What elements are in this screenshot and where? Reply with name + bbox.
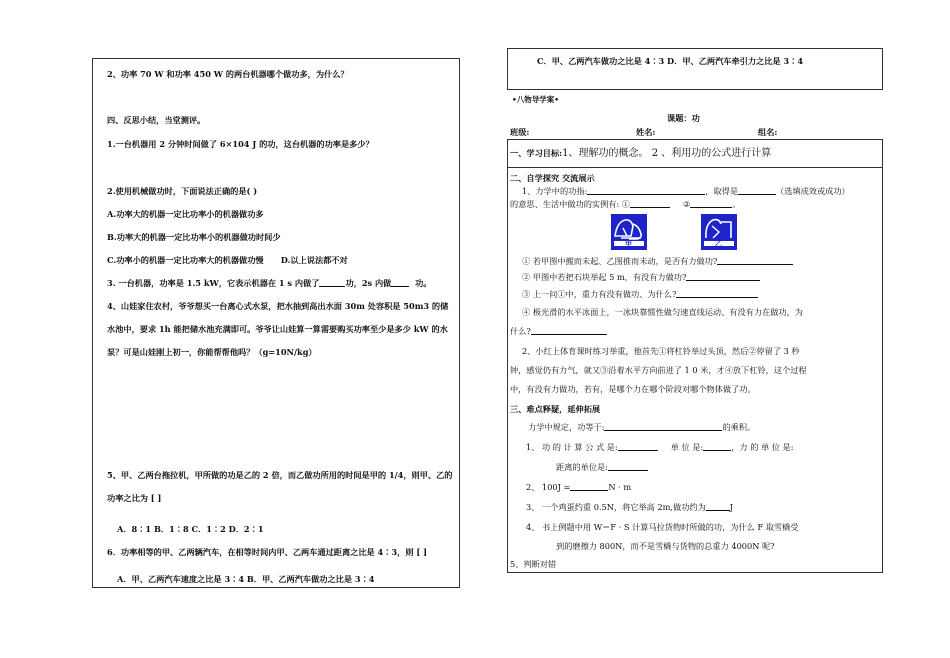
test-2: 2.使用机械做功时，下面说法正确的是( ) — [107, 186, 258, 196]
definition-line: 力学中规定，功等于: 的乘积。 — [528, 422, 756, 432]
test-1: 1.一台机器用 2 分钟时间做了 6×104 J 的功，这台机器的功率是多少？ — [107, 139, 374, 149]
illustration-pushing-stone — [701, 214, 737, 250]
para-2-line-3: 中，有没有力做功，若有，是哪个力在哪个阶段对哪个物体做了功。 — [510, 384, 756, 394]
blank[interactable] — [319, 277, 345, 287]
para-1-line-1: 1、力学中的功指: ，取得是 （选填成效或成功） — [522, 186, 850, 196]
question-c2: ② 甲图中若把石块举起 5 m，有没有力做功? — [522, 271, 760, 283]
test-4-line-1: 4、山娃家住农村，爷爷想买一台离心式水泵，把水抽到高出水面 30m 处容积是 50m3 的储 — [107, 301, 449, 311]
test-2-option-d: D.以上说法都不对 — [280, 255, 348, 265]
question-c3: ③ 上一问①中，重力有没有做功、为什么? — [522, 288, 758, 300]
blank[interactable] — [676, 288, 758, 298]
class-label: 班级: — [510, 127, 530, 137]
divider — [507, 167, 883, 168]
blank[interactable] — [604, 421, 722, 431]
blank[interactable] — [738, 185, 776, 195]
blank[interactable] — [587, 185, 705, 195]
test-5-line-1: 5、甲、乙两台拖拉机，甲所做的功是乙的 2 倍，而乙做功所用的时间是甲的 1/4，则甲、乙的 — [107, 470, 453, 480]
test-6: 6．功率相等的甲、乙两辆汽车，在相等时间内甲、乙两车通过距离之比是 4∶3，则 [ ] — [107, 547, 427, 557]
test-6-options-cd: C．甲、乙两汽车做功之比是 4∶3 D．甲、乙两汽车牵引力之比是 3∶4 — [537, 56, 804, 66]
test-2-option-c: C.功率小的机器一定比功率大的机器做功慢 D.以上说法都不对 — [107, 255, 348, 265]
test-2-option-a: A.功率大的机器一定比功率小的机器做功多 — [107, 209, 264, 219]
learning-goals: 一、学习目标:1、理解功的概念。 2 、利用功的公式进行计算 — [510, 148, 772, 159]
para-2-line-2: 钟，感觉仍有力气，就又③沿着水平方向前进了 1 0 米，才④放下杠铃，这个过程 — [510, 365, 807, 375]
blank[interactable] — [570, 481, 608, 491]
test-4-line-2: 水池中，要求 1h 能把储水池充满即可。爷爷让山娃算一算需要购买功率至少是多少 kW 的水 — [107, 324, 448, 334]
blank[interactable] — [630, 198, 670, 208]
test-6-options-ab: A．甲、乙两汽车速度之比是 3∶4 B．甲、乙两汽车做功之比是 3∶4 — [117, 574, 375, 584]
self-study-heading: 二、自学探究 交流展示 — [510, 173, 595, 183]
question-c4-line-2: 什么? — [510, 325, 607, 337]
blank[interactable] — [391, 277, 409, 287]
picture-label-yi: 乙 — [715, 239, 722, 248]
test-3: 3. 一台机器，功率是 1.5 kW，它表示机器在 1 s 内做了 功，2s 内做 功。 — [107, 278, 432, 288]
question-c1: ① 若甲图中搬而未起、乙图推而未动，是否有力做功? — [522, 255, 793, 267]
formula-line: 1、 功 的 计 算 公 式 是: 单 位 是: ，力 的 单 位 是: — [526, 442, 794, 452]
header-tag: •八物导学案• — [512, 95, 560, 104]
true-false-heading: 5、判断对错 — [510, 559, 557, 569]
blank[interactable] — [703, 441, 731, 451]
section-4-heading: 四、反思小结，当堂测评。 — [107, 115, 206, 125]
section-3-heading: 三、难点释疑，延伸拓展 — [510, 404, 601, 414]
test-5-options: A．8∶1 B．1∶8 C．1∶2 D．2∶1 — [117, 524, 264, 534]
para-2-line-1: 2、小红上体育课时练习举重，他首先①将杠铃举过头顶，然后②停留了 3 秒 — [522, 346, 800, 356]
sled-question-line-1: 4、 书上例题中用 W＝F · S 计算马拉货物时所做的功，为什么 F 取雪橇受 — [526, 522, 799, 532]
egg-work-line: 3、 一个鸡蛋约重 0.5N，将它举高 2m,做功约为 J — [526, 502, 734, 512]
blank[interactable] — [706, 501, 730, 511]
illustration-lifting-stone — [611, 214, 647, 250]
blank[interactable] — [531, 325, 607, 335]
blank[interactable] — [686, 271, 760, 281]
test-5-line-2: 功率之比为 [ ] — [107, 493, 162, 503]
question-c4-line-1: ④ 极光滑的水平冰面上，一冰块靠惯性做匀速直线运动、有没有力在做功，为 — [522, 307, 803, 317]
test-4-line-3: 泵？可是山娃刚上初一，你能帮帮他吗？（g=10N/kg） — [107, 347, 317, 357]
para-1-line-2: 的意思、生活中做功的实例有: ① ② 。 — [510, 199, 741, 209]
blank[interactable] — [618, 441, 658, 451]
sled-question-line-2: 到的磨擦力 800N，而不是雪橇与货物的总重力 4000N 呢? — [556, 541, 775, 551]
name-label: 姓名: — [636, 127, 656, 137]
picture-label-jia: 甲 — [625, 239, 632, 248]
blank[interactable] — [690, 198, 732, 208]
blank[interactable] — [717, 255, 793, 265]
unit-conversion-line: 2、 100J = N · m — [526, 482, 632, 492]
question-2: 2、功率 70 W 和功率 450 W 的两台机器哪个做功多，为什么？ — [107, 69, 349, 79]
distance-unit-line: 距离的单位是: — [556, 461, 648, 473]
lesson-title: 课题：功 — [667, 113, 700, 123]
test-2-option-b: B.功率大的机器一定比功率小的机器做功时间少 — [107, 232, 281, 242]
blank[interactable] — [608, 461, 648, 471]
group-label: 组名: — [758, 127, 778, 137]
